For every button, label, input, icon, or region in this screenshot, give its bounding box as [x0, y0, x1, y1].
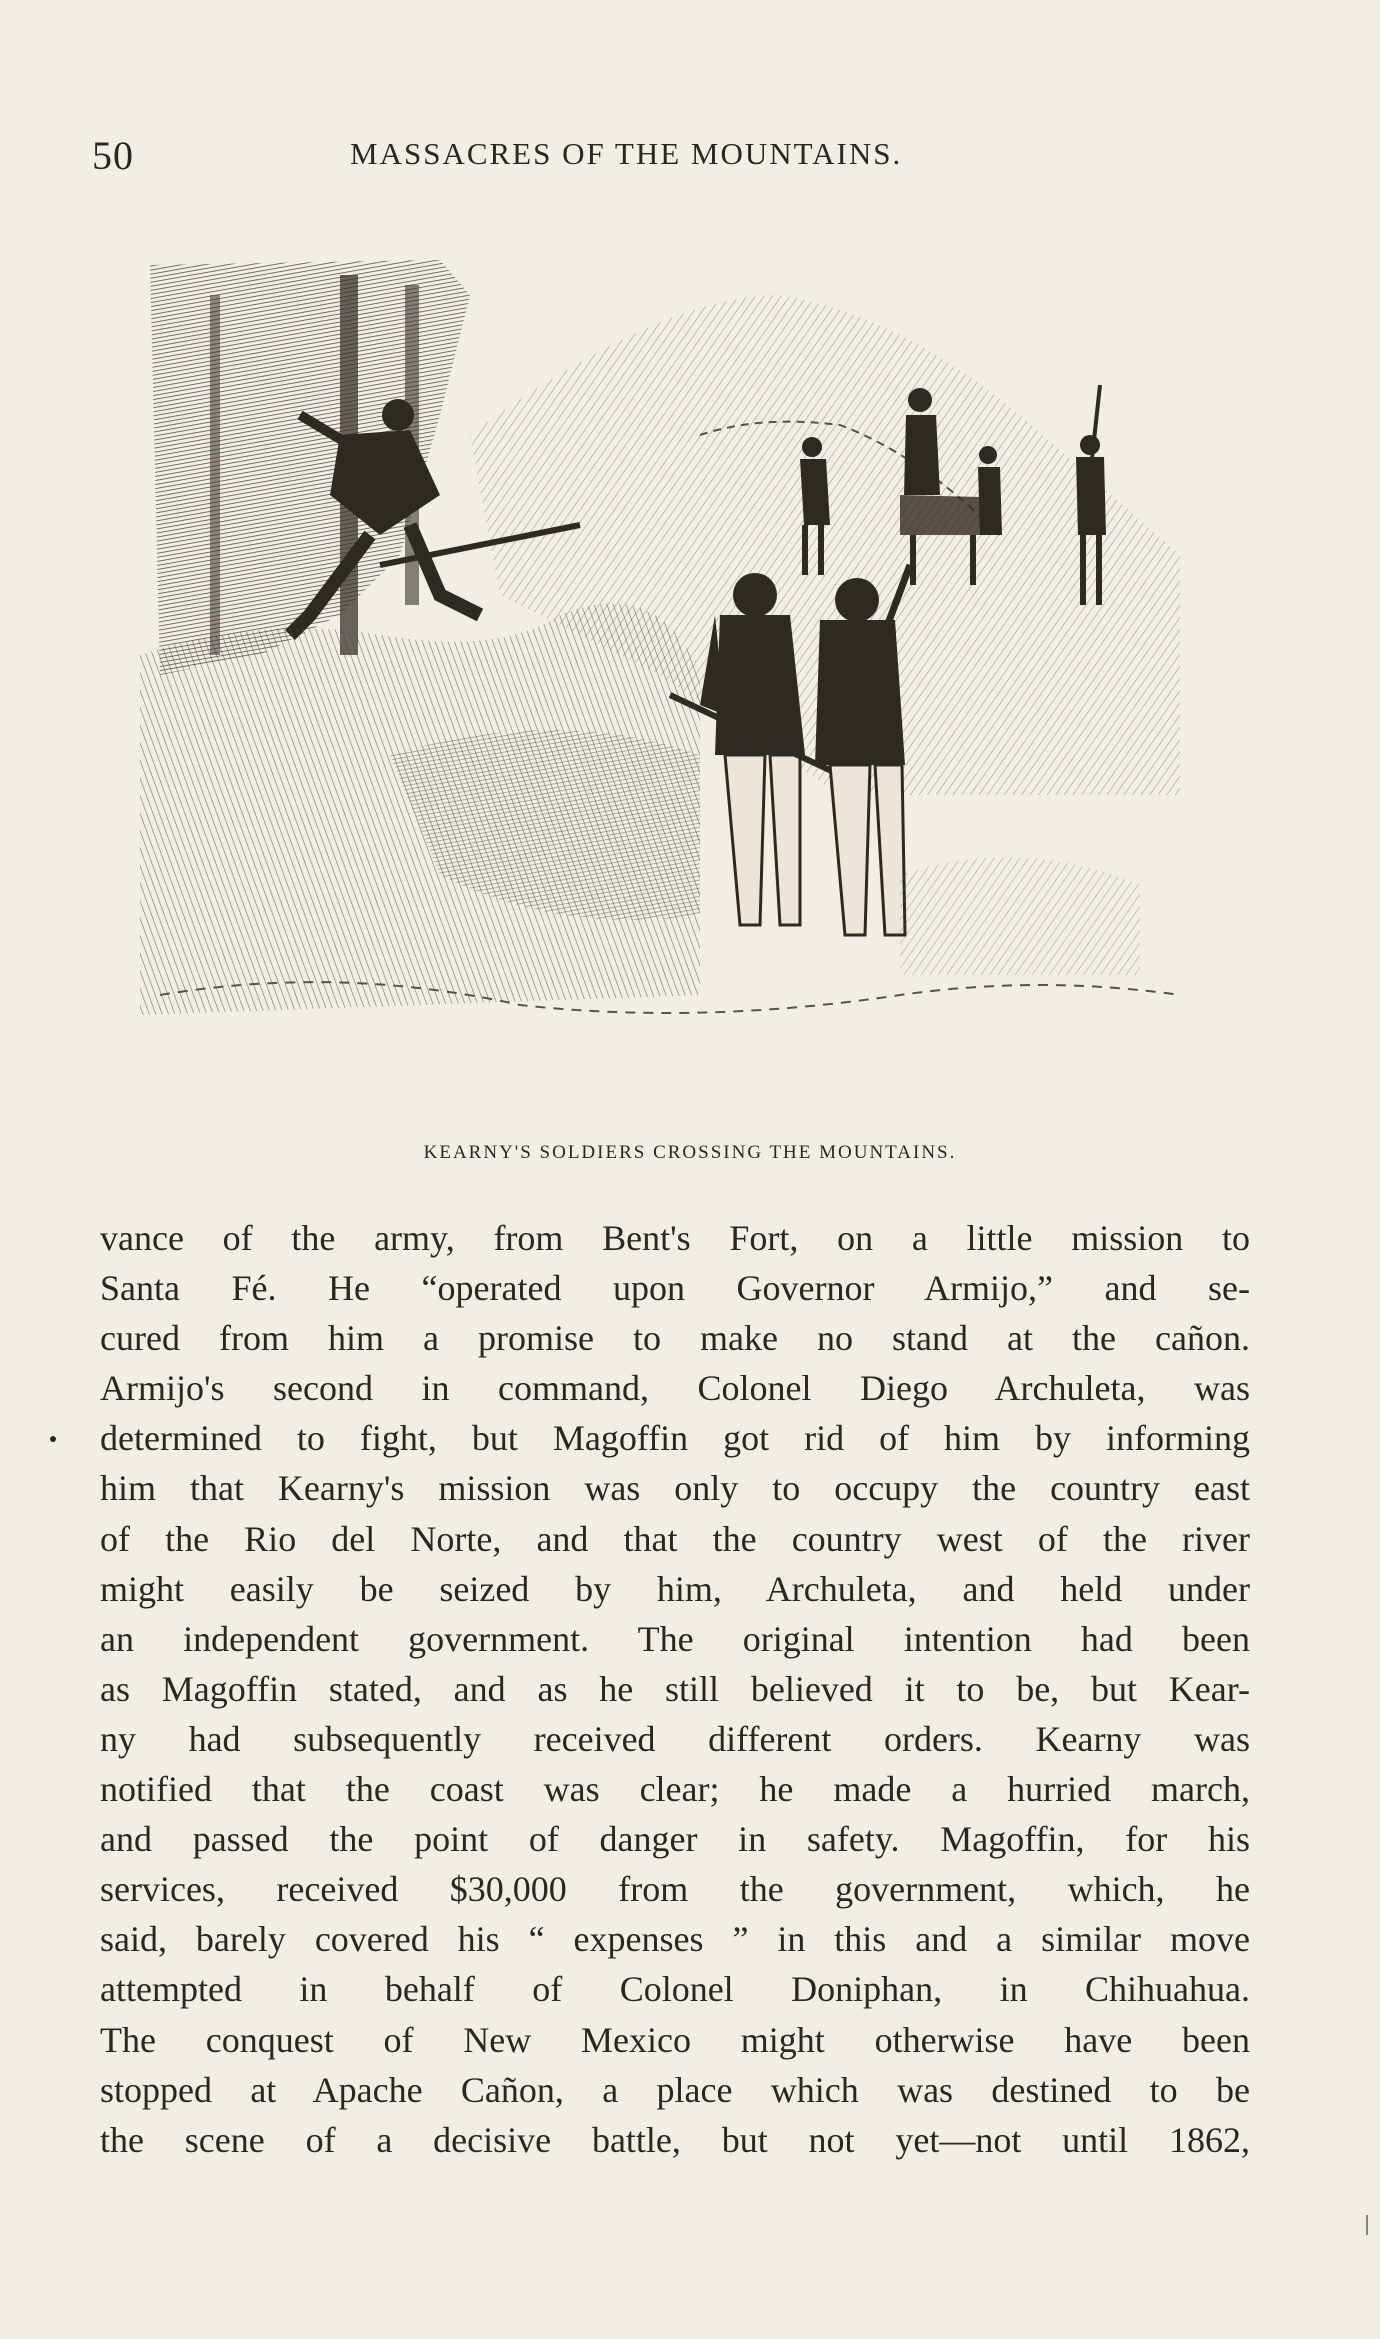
text-line: Armijo's second in command, Colonel Diego Archuleta, was: [100, 1368, 1250, 1409]
text-line: of the Rio del Norte, and that the country west of the river: [100, 1518, 1250, 1559]
body-paragraph: [100, 1213, 1250, 2165]
text-line: an independent government. The original intention had been: [100, 1618, 1250, 1659]
page-number: 50: [92, 133, 134, 178]
text-line: said, barely covered his “ expenses ” in this and a similar move: [100, 1919, 1250, 1960]
text-line: the scene of a decisive battle, but not yet—not until 1862,: [100, 2119, 1250, 2160]
figure-caption: KEARNY'S SOLDIERS CROSSING THE MOUNTAINS.: [423, 1142, 957, 1163]
text-line: stopped at Apache Cañon, a place which was destined to be: [100, 2069, 1250, 2110]
margin-mark: [50, 1436, 56, 1442]
text-line: Santa Fé. He “operated upon Governor Armijo,” and se-: [100, 1268, 1250, 1309]
text-line: determined to fight, but Magoffin got rid of him by informing: [100, 1418, 1250, 1459]
text-line: The conquest of New Mexico might otherwise have been: [100, 2019, 1250, 2060]
text-line: notified that the coast was clear; he made a hurried march,: [100, 1769, 1250, 1810]
text-line: vance of the army, from Bent's Fort, on a little mission to: [100, 1218, 1250, 1258]
text-line: as Magoffin stated, and as he still believed it to be, but Kear-: [100, 1668, 1250, 1709]
running-title: MASSACRES OF THE MOUNTAINS.: [350, 136, 903, 171]
text-line: attempted in behalf of Colonel Doniphan, in Chihuahua.: [100, 1969, 1250, 2010]
text-line: ny had subsequently received different orders. Kearny was: [100, 1718, 1250, 1759]
text-line: services, received $30,000 from the government, which, he: [100, 1869, 1250, 1910]
margin-tick: [1366, 2215, 1368, 2235]
text-line: cured from him a promise to make no stand at the cañon.: [100, 1318, 1250, 1359]
text-line: him that Kearny's mission was only to occupy the country east: [100, 1468, 1250, 1509]
text-line: and passed the point of danger in safety. Magoffin, for his: [100, 1819, 1250, 1860]
engraving-illustration: [140, 235, 1200, 1115]
text-line: might easily be seized by him, Archuleta, and held under: [100, 1568, 1250, 1609]
